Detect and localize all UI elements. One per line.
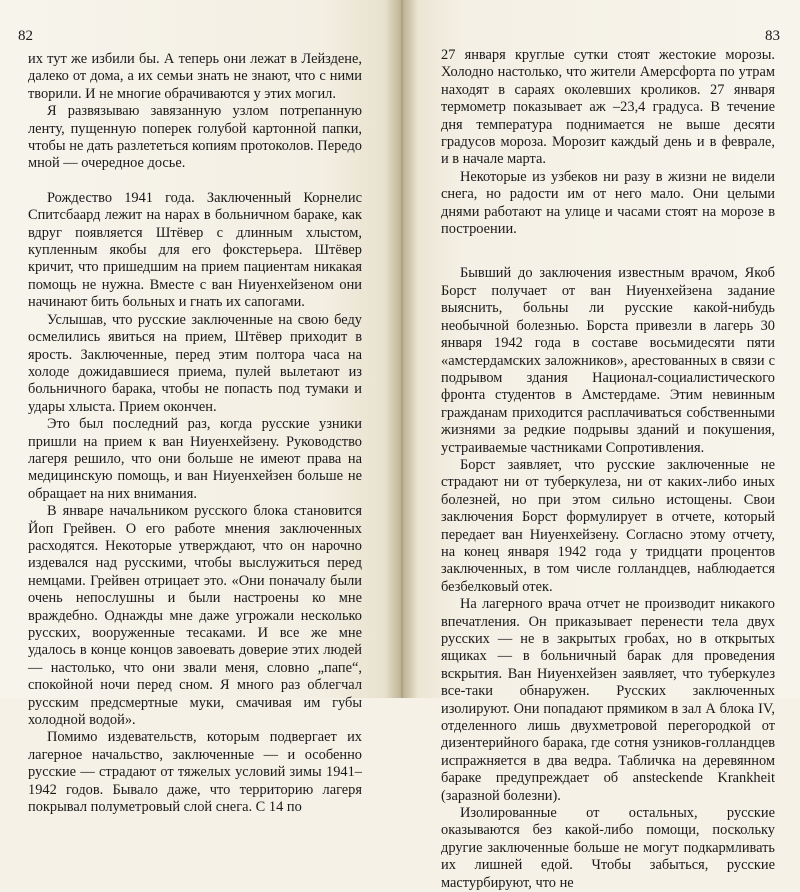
page-number-left: 82 — [18, 28, 33, 44]
paragraph: В январе начальником русского блока становится Йоп Грейвен. О его работе мнения заключенных расходятся. Некоторые утверждают, что он нарочно издевался над русскими, чтобы выслужиться перед немцами. Грейвен отрицает это. «Они поначалу были очень непослушны и были настроены ко мне враждебно. Однажды мне даже угрожали несколько русских, вооруженные тесаками. И все же мне удалось в конце концов завоевать доверие этих людей — настолько, что они звали меня, словно „папе“, спокойной ночи перед сном. Я много раз облегчал русским предсмертные муки, смачивая им губы холодной водой». — [28, 503, 362, 729]
page-number-right: 83 — [765, 28, 780, 44]
left-text-column — [28, 51, 362, 816]
paragraph: 27 января круглые сутки стоят жестокие морозы. Холодно настолько, что жители Амерсфорта по утрам находят в сараях околевших кроликов. 27 января термометр показывает аж –23,4 градуса. В течение дня температура поднимается не выше десяти градусов мороза. Морозит каждый день и в феврале, и в начале марта. — [441, 47, 775, 168]
paragraph: их тут же избили бы. А теперь они лежат в Лейздене, далеко от дома, а их семьи знать не знают, что с ними творили. И не многие обрачиваются у этих могил. — [28, 51, 362, 102]
paragraph: Некоторые из узбеков ни разу в жизни не видели снега, но радости им от него мало. Они целыми днями работают на улице и часами стоят на морозе в построении. — [441, 168, 775, 238]
book-gutter — [386, 0, 418, 698]
paragraph: Изолированные от остальных, русские оказываются без какой-либо помощи, поскольку другие заключенные больше не могут подкармливать их лишней едой. Чтобы забыться, русские мастурбируют, что не — [441, 805, 775, 891]
right-page — [402, 0, 800, 891]
paragraph: На лагерного врача отчет не производит никакого впечатления. Он приказывает перенести тела двух русских — не в закрытых гробах, но в открытых ящиках — в больничный барак для проведения вскрытия. Ван Ниуенхейзен заявляет, что туберкулез все-таки обнаружен. Русских заключенных изолируют. Они попадают прямиком в зал А блока IV, отделенного лишь двухметровой перегородкой от дизентерийного барака, где сотня узников-голландцев испражняется в два ведра. Табличка на деревянном бараке предупреждает об ansteckende Krankheit (заразной болезни). — [441, 596, 775, 804]
paragraph: Борст заявляет, что русские заключенные не страдают ни от туберкулеза, ни от каких-либо иных болезней, но при этом сильно истощены. Свои заключения Борст формулирует в отчете, который передает ван Ниуенхейзену. Согласно этому отчету, на конец января 1942 года у тридцати процентов заключенных, в том числе голландцев, наблюдается безбелковый отек. — [441, 456, 775, 595]
paragraph: Услышав, что русские заключенные на свою беду осмелились явиться на прием, Штёвер приходит в ярость. Заключенные, перед этим полтора часа на холоде дожидавшиеся приема, пулей вылетают из больничного барака, чтобы не попасть под тумаки и удары хлыста. Прием окончен. — [28, 311, 362, 415]
paragraph: Помимо издевательств, которым подвергает их лагерное начальство, заключенные — и особенно русские — страдают от тяжелых условий зимы 1941–1942 годов. Бывало даже, что территорию лагеря покрывал полуметровый слой снега. С 14 по — [28, 729, 362, 816]
paragraph: Бывший до заключения известным врачом, Якоб Борст получает от ван Ниуенхейзена задание выяснить, больны ли русские какой-нибудь необычной болезнью. Борста привезли в лагерь 30 января 1942 года в составе восьмидесяти пяти «амстердамских заложников», арестованных в связи с подрывом здания Национал-социалистического фронта студентов в Амстердаме. Этим невинным гражданам приходится расплачиваться собственными жизнями за редкие подрывы зданий и покушения, устраиваемые частниками Сопротивления. — [441, 265, 775, 456]
left-page — [0, 0, 402, 816]
right-text-column — [441, 47, 775, 892]
paragraph: Это был последний раз, когда русские узники пришли на прием к ван Ниуенхейзену. Руководство лагеря решило, что они больше не имеют права на медицинскую помощь, и ван Ниуенхейзен больше не обращает на них внимания. — [28, 416, 362, 502]
paragraph: Рождество 1941 года. Заключенный Корнелис Спитсбаард лежит на нарах в больничном бараке, как вдруг появляется Штёвер с длинным хлыстом, купленным якобы для его фокстерьера. Штёвер кричит, что пришедшим на прием пациентам никакая помощь не нужна. Вместе с ван Ниуенхейзеном они начинают бить больных и гнать их сапогами. — [28, 189, 362, 311]
paragraph: Я развязываю завязанную узлом потрепанную ленту, пущенную поперек голубой картонной папки, чтобы не дать разлететься копиям протоколов. Передо мной — очередное досье. — [28, 103, 362, 172]
